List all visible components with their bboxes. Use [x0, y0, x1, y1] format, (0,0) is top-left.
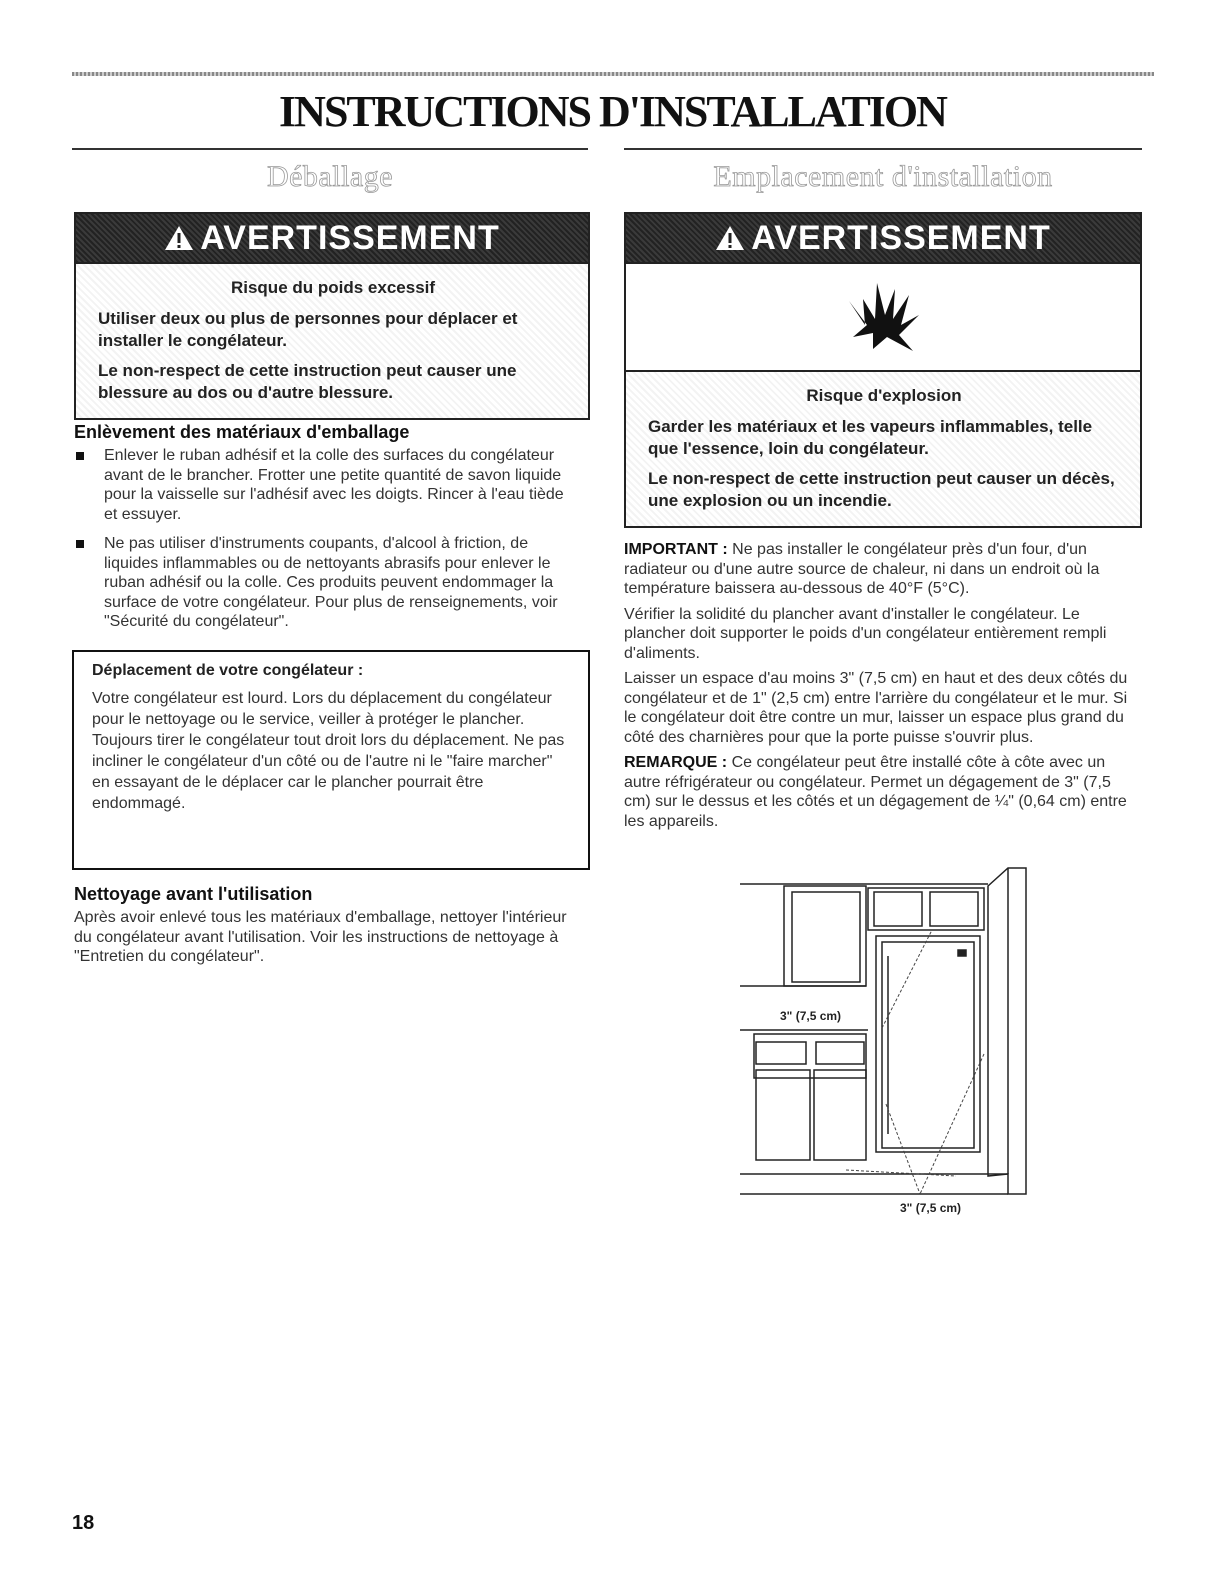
removal-list: [74, 446, 574, 642]
warning-triangle-icon: [715, 224, 745, 252]
warning-risk: Risque du poids excessif: [230, 278, 436, 297]
warning-line: Le non-respect de cette instruction peut causer un décès, une explosion ou un incendie.: [648, 469, 1115, 510]
important-text: Ne pas installer le congélateur près d'un four, d'un radiateur ou d'une autre source de chaleur, ni dans un endroit où la température baissera au-dessous de 40°F (5°C).: [624, 541, 1100, 597]
warning-header-label: AVERTISSEMENT: [751, 218, 1051, 257]
warning-header: [626, 214, 1140, 264]
moving-title: Déplacement de votre congélateur :: [92, 662, 364, 679]
explosion-icon-area: [626, 264, 1140, 372]
moving-text: Votre congélateur est lourd. Lors du déplacement du congélateur pour le nettoyage ou le service, veiller à protéger le plancher.: [92, 690, 552, 728]
warning-line: Le non-respect de cette instruction peut causer une blessure au dos ou d'autre blessure.: [98, 361, 517, 402]
warning-header-label: AVERTISSEMENT: [200, 218, 500, 257]
warning-box-explosion: [624, 212, 1142, 528]
explosion-icon: [843, 279, 923, 355]
clearance-diagram: [736, 864, 1036, 1224]
list-item: Ne pas utiliser d'instruments coupants, d'alcool à friction, de liquides inflammables ou de nettoyants abrasifs pour enlever le ruban adhésif ou la colle. Ces produits peuvent endommager la surface de votre congélateur. Pour plus de renseignements, voir "Sécurité du congélateur".: [74, 534, 574, 632]
paragraph: Laisser un espace d'au moins 3" (7,5 cm) en haut et des deux côtés du congélateur et de 1" (2,5 cm) entre l'arrière du congélateur et le mur. Si le congélateur doit être contre un mur, laisser un espace plus grand du côté des charnières pour que la porte puisse s'ouvrir plus.: [624, 670, 1128, 746]
section-title-deballage: Déballage: [266, 160, 394, 193]
section-title-emplacement: Emplacement d'installation: [713, 160, 1053, 193]
list-item: Enlever le ruban adhésif et la colle des surfaces du congélateur avant de le brancher. Frotter une petite quantité de savon liquide pour la vaisselle sur l'adhésif avec les doigts. Rincer à l'eau tiède et essuyer.: [74, 446, 574, 524]
clearance-label-bottom: 3" (7,5 cm): [900, 1201, 962, 1215]
installation-text: [624, 540, 1140, 837]
warning-header: [76, 214, 588, 264]
warning-body: [626, 372, 1140, 526]
note-paragraph: [624, 753, 1140, 831]
note-label: REMARQUE :: [624, 754, 728, 771]
warning-risk: Risque d'explosion: [806, 386, 962, 405]
page-title: INSTRUCTIONS D'INSTALLATION: [279, 87, 946, 136]
clearance-label-top: 3" (7,5 cm): [780, 1009, 842, 1023]
section-rule-right: [624, 148, 1142, 150]
important-label: IMPORTANT :: [624, 541, 728, 558]
moving-box: [72, 650, 590, 870]
note-text: Ce congélateur peut être installé côte à côte avec un autre réfrigérateur ou congélateur. Permet un dégagement de 3" (7,5 cm) sur le dessus et les côtés et un dégagement de ¼" (0,64 cm) entre les appareils.: [624, 754, 1127, 830]
page-number: 18: [72, 1512, 95, 1534]
warning-line: Utiliser deux ou plus de personnes pour déplacer et installer le congélateur.: [98, 309, 518, 350]
top-rule: [72, 72, 1154, 76]
cleaning-text: Après avoir enlevé tous les matériaux d'emballage, nettoyer l'intérieur du congélateur avant l'utilisation. Voir les instructions de nettoyage à "Entretien du congélateur".: [74, 909, 567, 965]
section-rule-left: [72, 148, 588, 150]
moving-text: Toujours tirer le congélateur tout droit lors du déplacement. Ne pas incliner le congélateur d'un côté ou de l'autre ni le "faire marcher" en essayant de le déplacer car le plancher pourrait être endommagé.: [92, 732, 565, 812]
warning-triangle-icon: [164, 224, 194, 252]
heading-cleaning: Nettoyage avant l'utilisation: [74, 884, 313, 904]
warning-body: [76, 264, 588, 418]
warning-box-weight: [74, 212, 590, 420]
warning-line: Garder les matériaux et les vapeurs inflammables, telle que l'essence, loin du congélateur.: [648, 417, 1093, 458]
important-paragraph: [624, 540, 1140, 599]
heading-removal: Enlèvement des matériaux d'emballage: [74, 422, 410, 442]
paragraph: Vérifier la solidité du plancher avant d'installer le congélateur. Le plancher doit supporter le poids d'un congélateur entièrement rempli d'aliments.: [624, 605, 1107, 662]
